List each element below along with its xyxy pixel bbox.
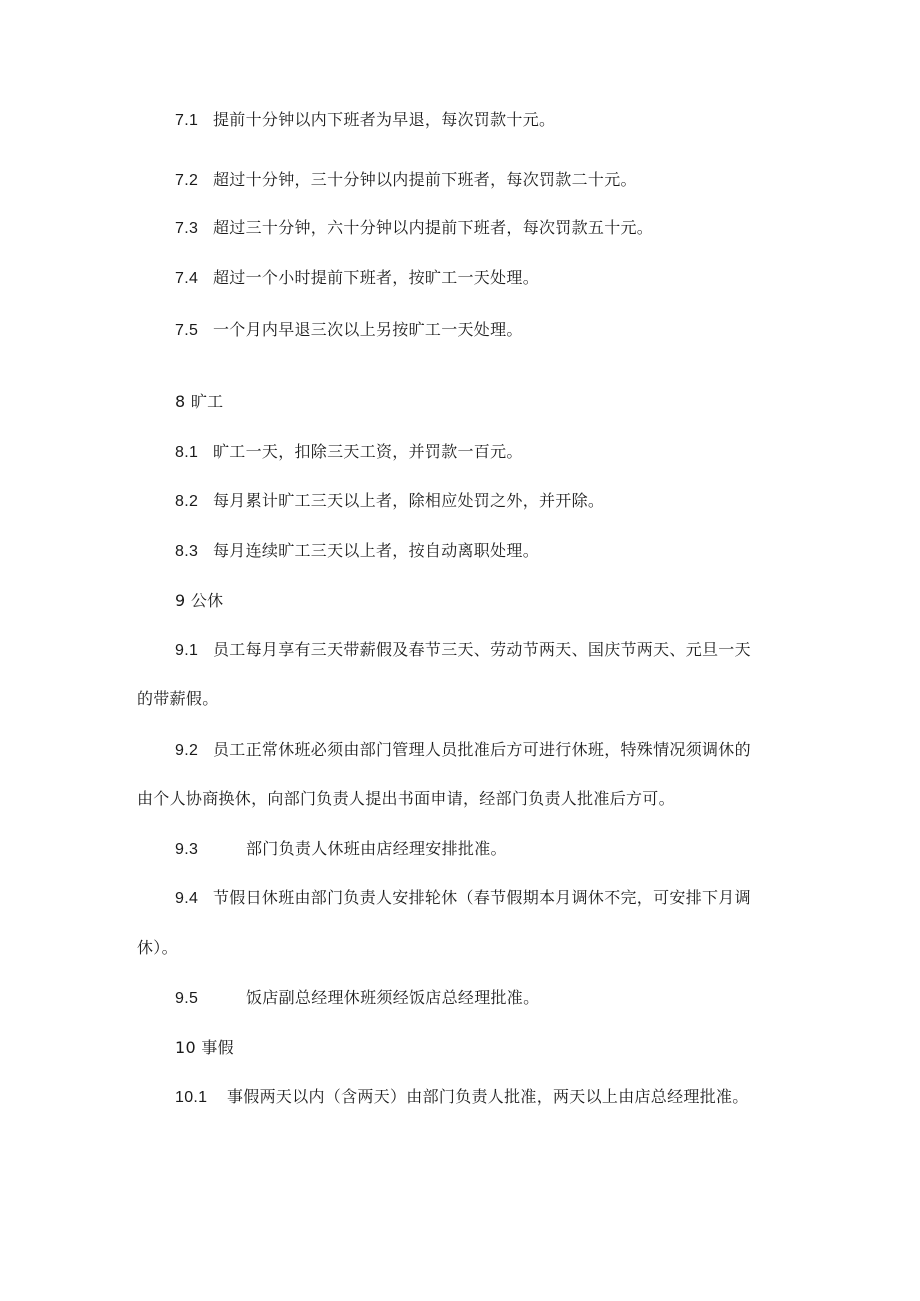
clause-9-2 <box>175 739 751 762</box>
clause-text: 旷工一天，扣除三天工资，并罚款一百元。 <box>213 442 523 461</box>
clause-text: 部门负责人休班由店经理安排批准。 <box>246 839 507 858</box>
clause-text: 员工每月享有三天带薪假及春节三天、劳动节两天、国庆节两天、元旦一天 <box>213 640 751 659</box>
clause-7-4 <box>175 267 539 290</box>
clause-9-1-continuation: 的带薪假。 <box>137 689 219 708</box>
clause-text: 每月连续旷工三天以上者，按自动离职处理。 <box>213 541 540 560</box>
clause-7-2 <box>175 169 637 192</box>
clause-number: 7.3 <box>175 220 199 237</box>
clause-9-3 <box>175 838 507 861</box>
clause-text: 事假两天以内（含两天）由部门负责人批准，两天以上由店总经理批准。 <box>227 1087 749 1106</box>
clause-number: 9.4 <box>175 890 199 907</box>
clause-text: 超过三十分钟，六十分钟以内提前下班者，每次罚款五十元。 <box>213 218 654 237</box>
clause-9-5 <box>175 987 539 1010</box>
section-heading-10: 10 事假 <box>175 1038 234 1057</box>
clause-7-5 <box>175 319 523 342</box>
clause-number: 7.1 <box>175 112 199 129</box>
clause-text: 超过一个小时提前下班者，按旷工一天处理。 <box>213 268 540 287</box>
clause-number: 8.1 <box>175 444 199 461</box>
clause-text: 员工正常休班必须由部门管理人员批准后方可进行休班，特殊情况须调休的 <box>213 740 751 759</box>
clause-8-2 <box>175 490 604 513</box>
clause-8-3 <box>175 540 539 563</box>
clause-number: 7.2 <box>175 172 199 189</box>
section-heading-8: 8 旷工 <box>175 392 224 411</box>
clause-7-1 <box>175 109 555 132</box>
clause-text: 饭店副总经理休班须经饭店总经理批准。 <box>246 988 540 1007</box>
clause-text: 每月累计旷工三天以上者，除相应处罚之外，并开除。 <box>213 491 605 510</box>
clause-8-1 <box>175 441 523 464</box>
clause-number: 7.4 <box>175 270 199 287</box>
clause-10-1 <box>175 1086 749 1109</box>
clause-text: 节假日休班由部门负责人安排轮休（春节假期本月调休不完，可安排下月调 <box>213 888 751 907</box>
clause-9-1 <box>175 639 751 662</box>
clause-number: 9.5 <box>175 990 199 1007</box>
clause-number: 7.5 <box>175 322 199 339</box>
clause-9-4 <box>175 887 751 910</box>
clause-9-2-continuation: 由个人协商换休，向部门负责人提出书面申请，经部门负责人批准后方可。 <box>137 789 675 808</box>
clause-number: 9.3 <box>175 841 199 858</box>
section-heading-9: 9 公休 <box>175 591 224 610</box>
clause-text: 提前十分钟以内下班者为早退，每次罚款十元。 <box>213 110 556 129</box>
clause-number: 8.2 <box>175 493 199 510</box>
clause-number: 8.3 <box>175 543 199 560</box>
clause-number: 10.1 <box>175 1089 208 1106</box>
clause-7-3 <box>175 217 653 240</box>
clause-text: 超过十分钟，三十分钟以内提前下班者，每次罚款二十元。 <box>213 170 637 189</box>
clause-number: 9.2 <box>175 742 199 759</box>
clause-9-4-continuation: 休）。 <box>137 938 178 957</box>
clause-text: 一个月内早退三次以上另按旷工一天处理。 <box>213 320 523 339</box>
clause-number: 9.1 <box>175 642 199 659</box>
